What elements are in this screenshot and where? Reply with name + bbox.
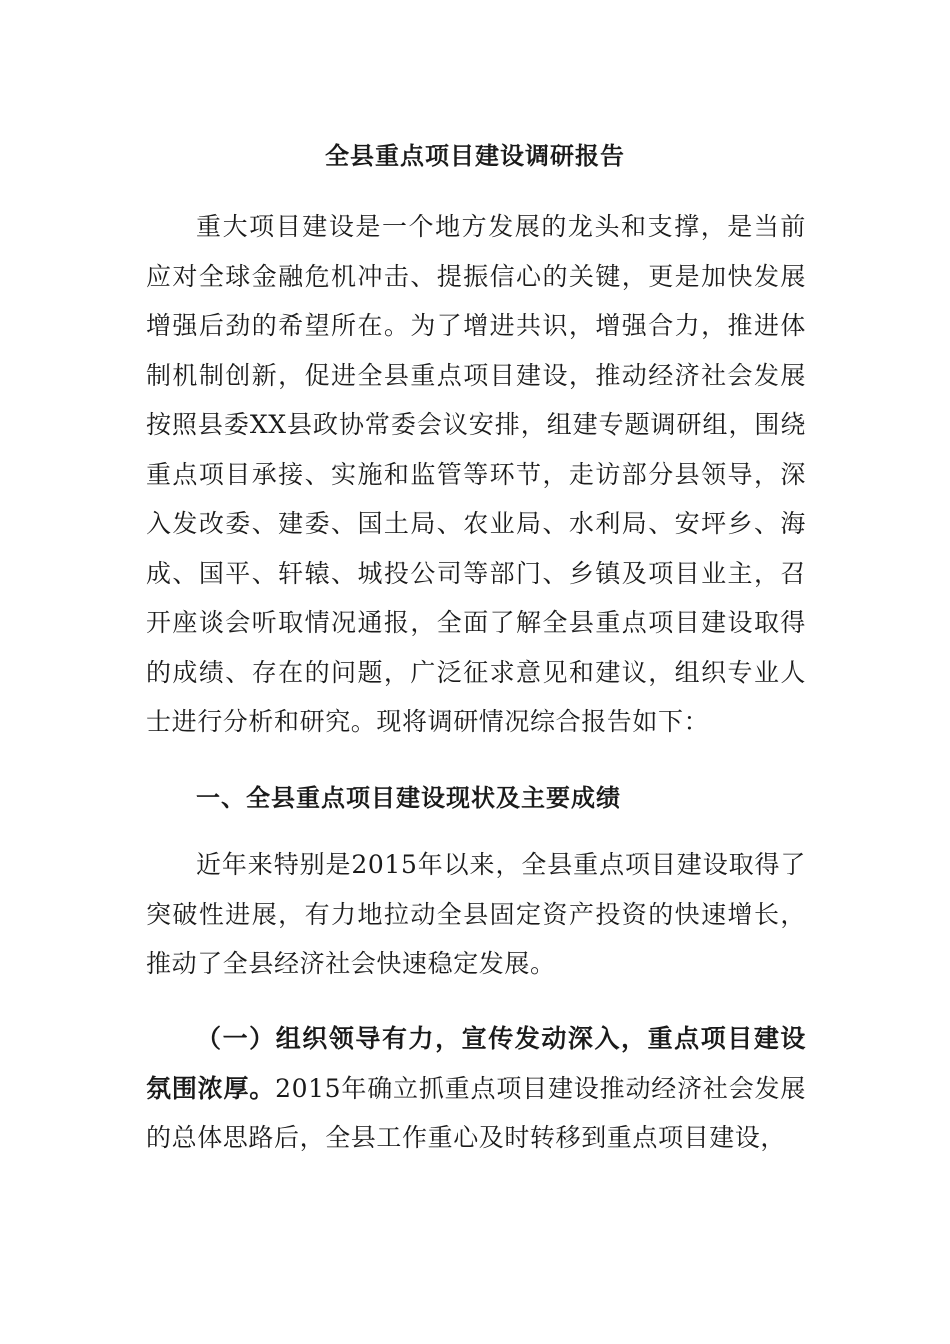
document-title: 全县重点项目建设调研报告 — [325, 141, 625, 170]
section-paragraph: 近年来特别是2015年以来，全县重点项目建设取得了突破性进展，有力地拉动全县固定资产投资的快速增长，推动了全县经济社会快速稳定发展。 — [146, 850, 806, 978]
subsection-paragraph — [146, 1014, 806, 1163]
section-heading: 一、全县重点项目建设现状及主要成绩 — [196, 783, 621, 812]
subsection-text: 2015年确立抓重点项目建设推动经济社会发展的总体思路后，全县工作重心及时转移到重点项目建设， — [146, 1073, 806, 1152]
intro-paragraph: 重大项目建设是一个地方发展的龙头和支撑，是当前应对全球金融危机冲击、提振信心的关键，更是加快发展增强后劲的希望所在。为了增进共识，增强合力，推进体制机制创新，促进全县重点项目建设，推动经济社会发展按照县委XX县政协常委会议安排，组建专题调研组，围绕重点项目承接、实施和监管等环节，走访部分县领导，深入发改委、建委、国土局、农业局、水利局、安坪乡、海成、国平、轩辕、城投公司等部门、乡镇及项目业主，召开座谈会听取情况通报，全面了解全县重点项目建设取得的成绩、存在的问题，广泛征求意见和建议，组织专业人士进行分析和研究。现将调研情况综合报告如下： — [146, 212, 806, 736]
subsection-heading: （一）组织领导有力，宣传发动深入，重点项目建设氛围浓厚。 — [146, 1024, 806, 1103]
